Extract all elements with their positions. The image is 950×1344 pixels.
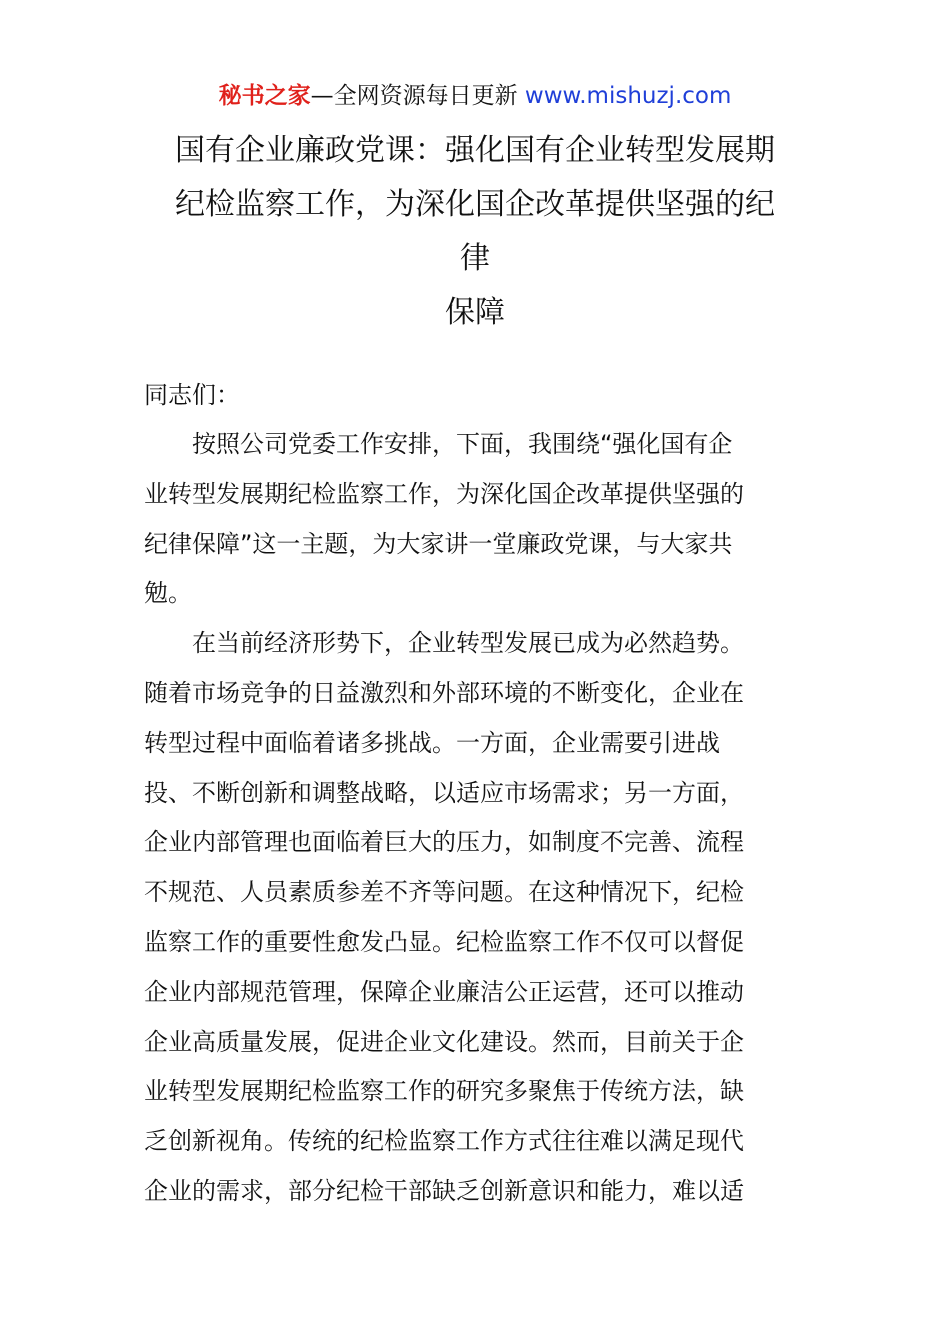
title-line: 保障 [445, 295, 505, 330]
document-title [140, 124, 810, 340]
paragraph-line: 按照公司党委工作安排，下面，我围绕“强化国有企 [192, 430, 733, 458]
paragraph-line: 乏创新视角。传统的纪检监察工作方式往往难以满足现代 [144, 1127, 744, 1156]
title-line: 律 [460, 241, 490, 276]
brand-name: 秘书之家 [218, 83, 311, 109]
body-text [144, 420, 806, 1217]
title-line: 国有企业廉政党课：强化国有企业转型发展期 [175, 133, 775, 168]
paragraph-line: 转型过程中面临着诸多挑战。一方面，企业需要引进战 [144, 728, 720, 757]
paragraph-line: 企业内部规范管理，保障企业廉洁公正运营，还可以推动 [144, 977, 744, 1006]
paragraph-line: 监察工作的重要性愈发凸显。纪检监察工作不仅可以督促 [144, 927, 744, 956]
salutation: 同志们： [144, 381, 240, 409]
paragraph-line: 企业的需求，部分纪检干部缺乏创新意识和能力，难以适 [144, 1176, 744, 1205]
paragraph-line: 随着市场竞争的日益激烈和外部环境的不断变化，企业在 [144, 678, 744, 707]
site-header [0, 80, 950, 112]
paragraph-line: 勉。 [144, 579, 192, 608]
paragraph-line: 不规范、人员素质参差不齐等问题。在这种情况下，纪检 [144, 878, 744, 907]
paragraph-line: 纪律保障”这一主题，为大家讲一堂廉政党课，与大家共 [144, 529, 733, 558]
paragraph-line: 投、不断创新和调整战略，以适应市场需求；另一方面， [144, 778, 744, 807]
header-tagline: —全网资源每日更新 [310, 83, 518, 109]
paragraph-line: 企业高质量发展，促进企业文化建设。然而，目前关于企 [144, 1027, 744, 1056]
paragraph-line: 业转型发展期纪检监察工作，为深化国企改革提供坚强的 [144, 479, 744, 508]
site-url-link[interactable]: www.mishuzj.com [524, 83, 732, 109]
paragraph-line: 在当前经济形势下，企业转型发展已成为必然趋势。 [192, 629, 744, 658]
paragraph-line: 企业内部管理也面临着巨大的压力，如制度不完善、流程 [144, 828, 744, 857]
paragraph-line: 业转型发展期纪检监察工作的研究多聚焦于传统方法，缺 [144, 1077, 744, 1106]
title-line: 纪检监察工作，为深化国企改革提供坚强的纪 [175, 187, 775, 222]
